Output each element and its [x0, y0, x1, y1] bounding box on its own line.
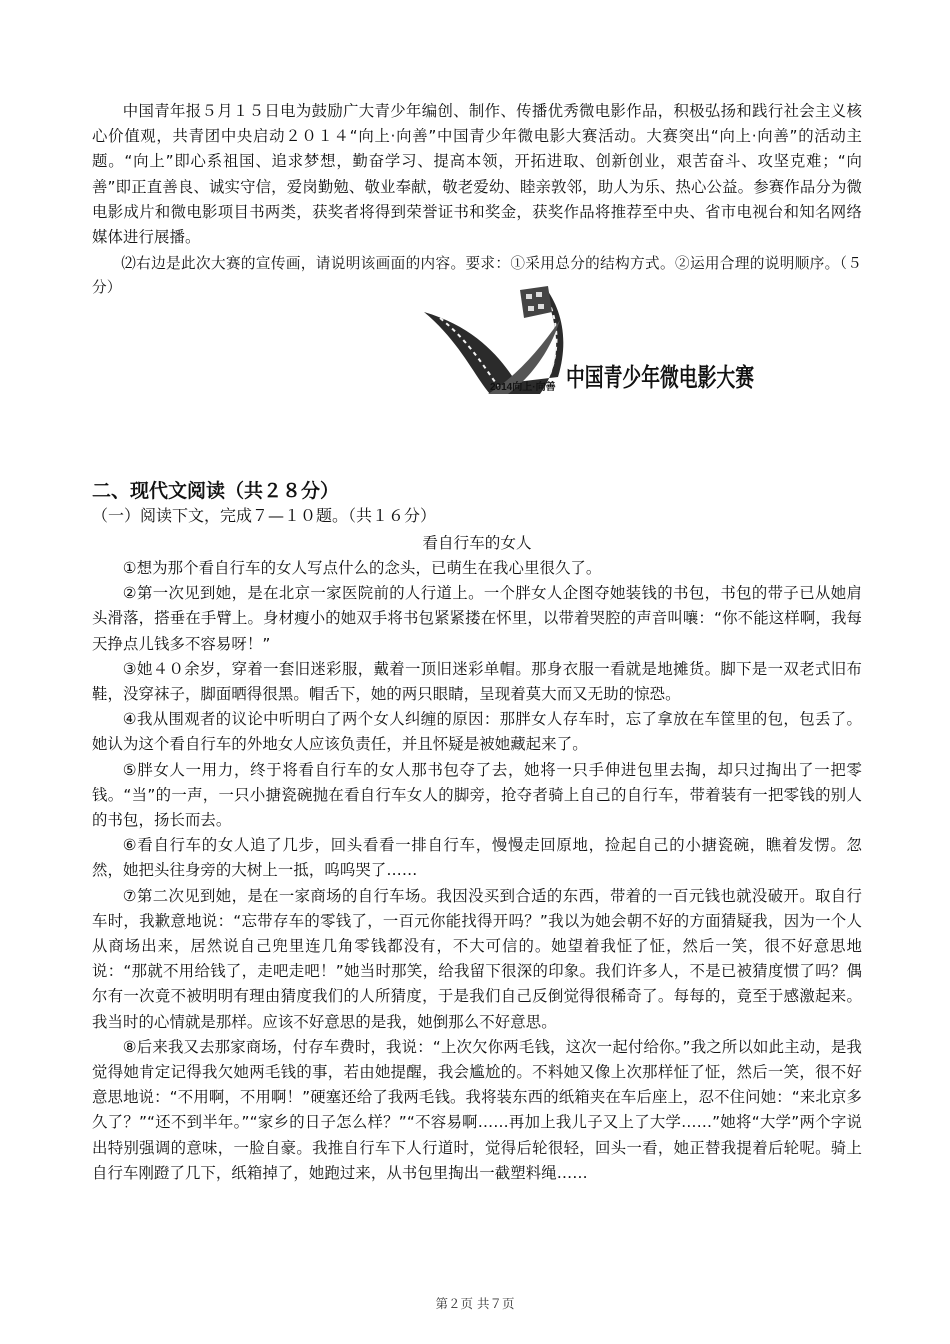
article-title: 看自行车的女人	[422, 534, 532, 552]
poster-image	[420, 282, 760, 402]
article-paragraph: ⑧后来我又去那家商场，付存车费时，我说：“上次欠你两毛钱，这次一起付给你。”我之所以如此主动，是我觉得她肯定记得我欠她两毛钱的事，若由她提醒，我会尴尬的。不料她又像上次那样怔了怔，然后一笑，很不好意思地说：“不用啊，不用啊！”硬塞还给了我两毛钱。我将装东西的纸箱夹在车后座上，忍不住问她：“来北京多久了？”“还不到半年。”“家乡的日子怎么样？”“不容易啊……再加上我儿子又上了大学……”她将“大学”两个字说出特别强调的意味，一脸自豪。我推自行车下人行道时，觉得后轮很轻，回头一看，她正替我提着后轮呢。骑上自行车刚蹬了几下，纸箱掉了，她跑过来，从书包里掏出一截塑料绳……	[92, 1037, 862, 1182]
sub-title: （一）阅读下文，完成７—１０题。（共１６分）	[92, 506, 437, 525]
article-paragraph: ②第一次见到她，是在北京一家医院前的人行道上。一个胖女人企图夺她装钱的书包，书包的带子已从她肩头滑落，搭垂在手臂上。身材瘦小的她双手将书包紧紧搂在怀里，以带着哭腔的声音叫嚷：“你不能这样啊，我每天挣点儿钱多不容易呀！”	[92, 584, 862, 653]
article-paragraph: ⑥看自行车的女人追了几步，回头看看一排自行车，慢慢走回原地，捡起自己的小搪瓷碗，瞧着发愣。忽然，她把头往身旁的大树上一抵，呜呜哭了……	[92, 836, 862, 880]
article-body	[92, 556, 862, 1186]
poster-small-text: 2014向上·向善	[490, 382, 556, 393]
article-paragraph: ④我从围观者的议论中听明白了两个女人纠缠的原因：那胖女人存车时，忘了拿放在车筐里的包，包丢了。她认为这个看自行车的外地女人应该负责任，并且怀疑是被她藏起来了。	[92, 710, 862, 754]
article-paragraph: ⑦第二次见到她，是在一家商场的自行车场。我因没买到合适的东西，带着的一百元钱也就没破开。取自行车时，我歉意地说：“忘带存车的零钱了，一百元你能找得开吗？”我以为她会朝不好的方面猜疑我，因为一个人从商场出来，居然说自己兜里连几角零钱都没有，不大可信的。她望着我怔了怔，然后一笑，很不好意思地说：“那就不用给钱了，走吧走吧！”她当时那笑，给我留下很深的印象。我们许多人，不是已被猜度惯了吗？偶尔有一次竟不被明明有理由猜度我们的人所猜度，于是我们自己反倒觉得很稀奇了。每每的，竟至于感激起来。我当时的心情就是那样。应该不好意思的是我，她倒那么不好意思。	[92, 886, 862, 1031]
film-strip-logo	[424, 286, 563, 394]
article-paragraph: ①想为那个看自行车的女人写点什么的念头，已萌生在我心里很久了。	[122, 559, 602, 577]
page-footer: 第２页 共７页	[435, 1296, 515, 1311]
section-title: 二、现代文阅读（共２８分）	[92, 480, 340, 502]
poster-big-text: 中国青少年微电影大赛	[566, 363, 754, 392]
intro-paragraph: 中国青年报５月１５日电为鼓励广大青少年编创、制作、传播优秀微电影作品，积极弘扬和践行社会主义核心价值观，共青团中央启动２０１４“向上·向善”中国青少年微电影大赛活动。大赛突出“向上·向善”的活动主题。“向上”即心系祖国、追求梦想，勤奋学习、提高本领，开拓进取、创新创业，艰苦奋斗、攻坚克难；“向善”即正直善良、诚实守信，爱岗勤勉、敬业奉献，敬老爱幼、睦亲敦邻，助人为乐、热心公益。参赛作品分为微电影成片和微电影项目书两类，获奖者将得到荣誉证书和奖金，获奖作品将推荐至中央、省市电视台和知名网络媒体进行展播。	[92, 102, 862, 247]
question-text: ⑵右边是此次大赛的宣传画，请说明该画面的内容。要求：①采用总分的结构方式。②运用合理的说明顺序。（５分）	[92, 255, 862, 296]
article-paragraph: ⑤胖女人一用力，终于将看自行车的女人那书包夺了去，她将一只手伸进包里去掏，却只过掏出了一把零钱。“当”的一声，一只小搪瓷碗抛在看自行车女人的脚旁，抢夺者骑上自己的自行车，带着装有一把零钱的别人的书包，扬长而去。	[92, 760, 862, 830]
article-paragraph: ③她４０余岁，穿着一套旧迷彩服，戴着一顶旧迷彩单帽。那身衣服一看就是地摊货。脚下是一双老式旧布鞋，没穿袜子，脚面晒得很黑。帽舌下，她的两只眼睛，呈现着莫大而又无助的惊恐。	[92, 659, 862, 704]
